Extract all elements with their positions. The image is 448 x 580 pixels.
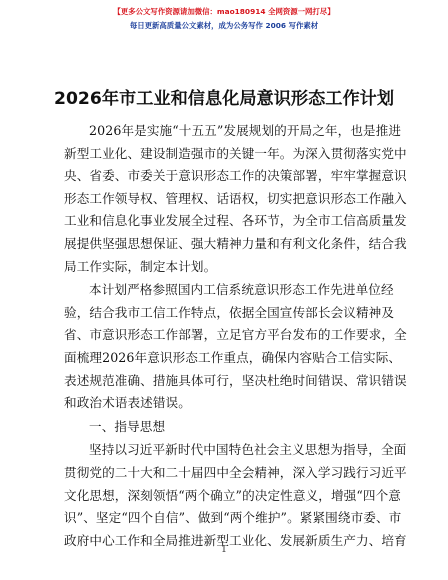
paragraph-basis (64, 279, 407, 415)
text-line: 贯彻党的二十大和二十届四中全会精神，深入学习践行习近平 (64, 464, 407, 480)
paragraph-intro (64, 120, 407, 278)
document-body (64, 120, 407, 552)
promo-banner-line-2: 每日更新高质量公文素材，成为公务写作 2006 写作素材 (129, 21, 319, 30)
text-line: 验，结合我市工信工作特点，依据全国宣传部长会议精神及 (64, 304, 395, 320)
text-line: 新型工业化、建设制造强市的关键一年。为深入贯彻落实党中 (64, 145, 407, 161)
text-line: 省、市意识形态工作部署，立足官方平台发布的工作要求，全 (64, 327, 407, 343)
text-line: 本计划严格参照国内工信系统意识形态工作先进单位经 (89, 282, 394, 298)
text-line: 工业和信息化事业发展全过程、各环节，为全市工信高质量发 (64, 213, 407, 229)
text-line: 表述规范准确、措施具体可行，坚决杜绝时间错误、常识错误 (64, 372, 407, 388)
text-line: 文化思想，深刻领悟“两个确立”的决定性意义，增强“四个意 (64, 487, 401, 503)
text-line: 识”、坚定“四个自信”、做到“两个维护”。紧紧围绕市委、市 (64, 510, 402, 526)
page-number: 1 (221, 545, 227, 555)
text-line: 央、省委、市委关于意识形态工作的决策部署，牢牢掌握意识 (64, 168, 407, 184)
text-line: 政府中心工作和全局推进新型工业化、发展新质生产力、培育 (64, 532, 407, 548)
paragraph-guiding-thought (64, 439, 407, 552)
document-title: 2026年市工业和信息化局意识形态工作计划 (53, 89, 395, 109)
text-line: 局工作实际，制定本计划。 (64, 258, 217, 274)
text-line: 和政治术语表述错误。 (64, 395, 191, 411)
text-line: 展提供坚强思想保证、强大精神力量和有利文化条件，结合我 (64, 235, 407, 251)
text-line: 面梳理2026年意识形态工作重点，确保内容贴合工信实际、 (64, 349, 402, 365)
promo-banner-line-1: 【更多公文写作资源请加微信：mao180914 全网资源一网打尽】 (113, 7, 335, 16)
text-line: 形态工作领导权、管理权、话语权，切实把意识形态工作融入 (64, 190, 407, 206)
text-line: 坚持以习近平新时代中国特色社会主义思想为指导，全面 (89, 442, 407, 458)
section-heading: 一、指导思想 (89, 418, 166, 434)
text-line: 2026年是实施“十五五”发展规划的开局之年，也是推进 (89, 123, 402, 138)
